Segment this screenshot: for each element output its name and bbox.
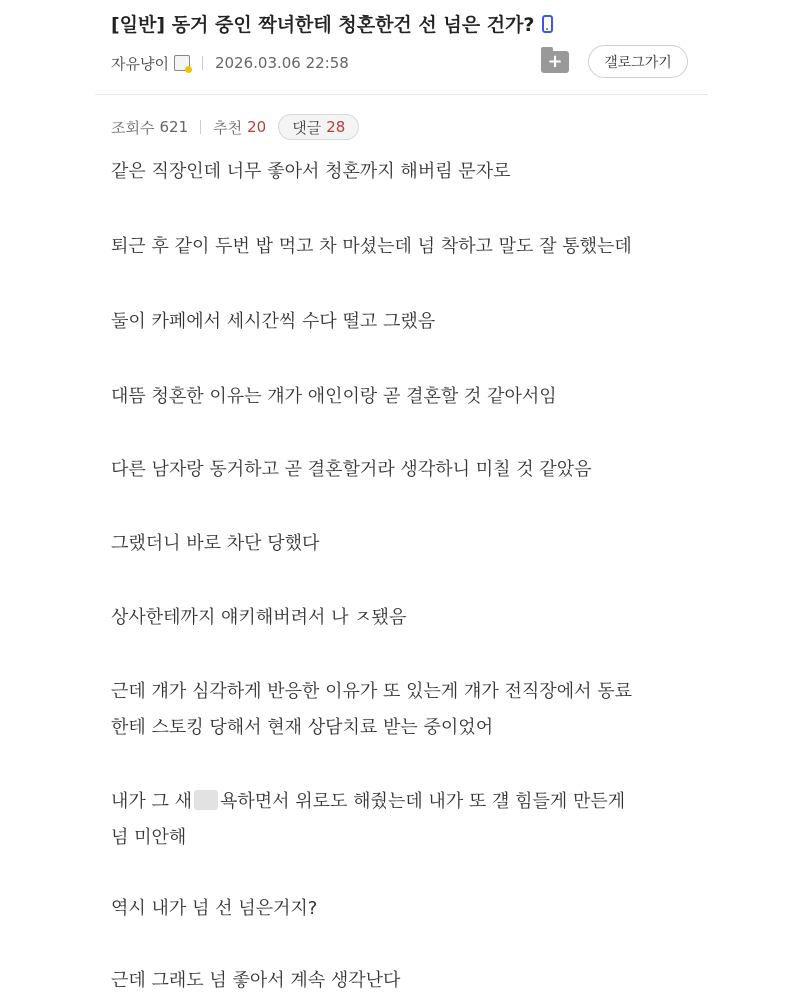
meta-divider <box>202 56 203 70</box>
post-title-row <box>111 10 553 37</box>
views-label: 조회수 <box>111 118 155 137</box>
stats-divider <box>200 120 201 134</box>
comments-label: 댓글 <box>292 118 322 137</box>
body-paragraph-censored <box>111 784 625 820</box>
comments-button[interactable] <box>278 114 359 140</box>
body-paragraph: 역시 내가 넘 선 넘은거지? <box>111 898 318 919</box>
recommend-label: 추천 <box>213 118 243 137</box>
body-text-segment: 욕하면서 위로도 해줬는데 내가 또 걜 힘들게 만든게 <box>220 791 626 812</box>
body-paragraph: 근데 그래도 넘 좋아서 계속 생각난다 <box>111 970 401 991</box>
body-paragraph: 한테 스토킹 당해서 현재 상담치료 받는 중이었어 <box>111 717 494 738</box>
gallog-button[interactable]: 갤로그가기 <box>588 45 688 78</box>
body-text-segment: 내가 그 새 <box>111 791 192 812</box>
body-paragraph: 둘이 카페에서 세시간씩 수다 떨고 그랬음 <box>111 311 436 332</box>
body-paragraph: 같은 직장인데 너무 좋아서 청혼까지 해버림 문자로 <box>111 161 511 182</box>
comments-count: 28 <box>326 118 346 136</box>
body-paragraph: 그랬더니 바로 차단 당했다 <box>111 533 320 554</box>
body-paragraph: 퇴근 후 같이 두번 밥 먹고 차 마셨는데 넘 착하고 말도 잘 통했는데 <box>111 236 632 257</box>
post-date: 2026.03.06 22:58 <box>214 54 349 72</box>
post-meta <box>111 52 349 74</box>
post-stats <box>111 114 359 140</box>
post-title: [일반] 동거 중인 짝녀한테 청혼한건 선 넘은 건가? <box>111 14 535 36</box>
author-name[interactable]: 자유냥이 <box>111 54 169 73</box>
folder-add-icon[interactable] <box>541 51 569 73</box>
body-paragraph: 상사한테까지 얘키해버려서 나 ㅈ됐음 <box>111 607 407 628</box>
body-paragraph: 넘 미안해 <box>111 827 187 848</box>
body-paragraph: 다른 남자랑 동거하고 곧 결혼할거라 생각하니 미칠 것 같았음 <box>111 459 592 480</box>
recommend-count: 20 <box>247 118 267 136</box>
body-paragraph: 대뜸 청혼한 이유는 걔가 애인이랑 곧 결혼할 것 같아서임 <box>111 386 557 407</box>
user-badge-icon <box>174 55 190 71</box>
views-count: 621 <box>159 118 189 136</box>
body-paragraph: 근데 걔가 심각하게 반응한 이유가 또 있는게 걔가 전직장에서 동료 <box>111 681 632 702</box>
mobile-phone-icon <box>542 15 553 33</box>
censor-blur <box>194 790 218 810</box>
header-divider <box>95 94 708 95</box>
